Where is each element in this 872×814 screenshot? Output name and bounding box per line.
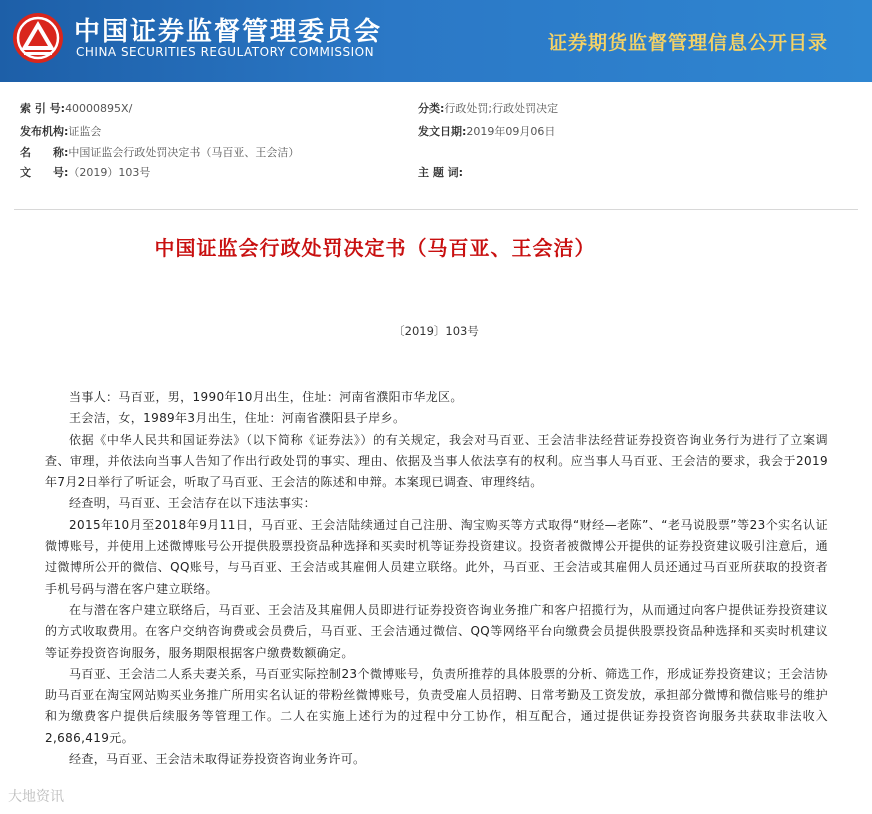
meta-docno bbox=[20, 164, 150, 180]
meta-name bbox=[20, 144, 299, 160]
meta-date-label: 发文日期: bbox=[418, 125, 467, 138]
watermark: 大地资讯 bbox=[8, 789, 64, 805]
meta-name-label: 名 称: bbox=[20, 146, 69, 159]
section-divider bbox=[14, 209, 858, 210]
meta-category-label: 分类: bbox=[418, 102, 445, 115]
body-paragraph: 当事人：马百亚，男，1990年10月出生，住址：河南省濮阳市华龙区。 bbox=[69, 390, 463, 404]
meta-index bbox=[20, 100, 132, 116]
org-name-cn: 中国证券监督管理委员会 bbox=[74, 17, 383, 47]
meta-keywords-label: 主 题 词: bbox=[418, 166, 464, 179]
body-paragraph: 经查明，马百亚、王会洁存在以下违法事实： bbox=[69, 496, 317, 511]
meta-docno-value: （2019）103号 bbox=[68, 166, 151, 179]
meta-issuer bbox=[20, 123, 101, 139]
meta-index-value: 40000895X/ bbox=[65, 102, 133, 115]
meta-name-value: 中国证监会行政处罚决定书（马百亚、王会洁） bbox=[68, 146, 300, 159]
meta-keywords bbox=[418, 164, 463, 180]
org-name-en: CHINA SECURITIES REGULATORY COMMISSION bbox=[76, 45, 375, 59]
body-paragraph: 2015年10月至2018年9月11日，马百亚、王会洁陆续通过自己注册、淘宝购买等方式取得“财经—老陈”、“老马说股票”等23个实名认证微博账号，并使用上述微博账号公开提供股票投资品种选择和买卖时机等证券投资建议。投资者被微博公开提供的证券投资建议吸引注意后，通过微博所公开的微信、QQ账号，与马百亚、王会洁或其雇佣人员建立联络。此外，马百亚、王会洁或其雇佣人员还通过马百亚所获取的投资者手机号码与潜在客户建立联络。 bbox=[45, 517, 828, 596]
meta-category bbox=[418, 100, 558, 116]
body-paragraph: 马百亚、王会洁二人系夫妻关系，马百亚实际控制23个微博账号，负责所推荐的具体股票的分析、筛选工作，形成证券投资建议；王会洁协助马百亚在淘宝网站购买业务推广所用实名认证的带粉丝微博账号，负责受雇人员招聘、日常考勤及工资发放，承担部分微博和微信账号的维护和为缴费客户提供后续服务等管理工作。二人在实施上述行为的过程中分工协作，相互配合，通过提供证券投资咨询服务共获取非法收入2,686,419元。 bbox=[45, 666, 828, 745]
csrc-logo-icon bbox=[12, 12, 64, 64]
meta-index-label: 索 引 号: bbox=[20, 102, 66, 115]
meta-docno-label: 文 号: bbox=[20, 166, 69, 179]
meta-issuer-value: 证监会 bbox=[68, 125, 102, 138]
catalog-title: 证券期货监督管理信息公开目录 bbox=[547, 32, 828, 54]
body-paragraph: 依据《中华人民共和国证券法》（以下简称《证券法》）的有关规定，我会对马百亚、王会洁非法经营证券投资咨询业务行为进行了立案调查、审理，并依法向当事人告知了作出行政处罚的事实、理由、依据及当事人依法享有的权利。应当事人马百亚、王会洁的要求，我会于2019年7月2日举行了听证会，听取了马百亚、王会洁的陈述和申辩。本案现已调查、审理终结。 bbox=[45, 432, 828, 490]
site-header bbox=[0, 0, 872, 82]
body-paragraph: 王会洁，女，1989年3月出生，住址：河南省濮阳县子岸乡。 bbox=[69, 411, 406, 426]
meta-date-value: 2019年09月06日 bbox=[466, 125, 556, 138]
document-title: 中国证监会行政处罚决定书（马百亚、王会洁） bbox=[154, 236, 596, 260]
document-body bbox=[45, 387, 828, 770]
metadata-panel bbox=[20, 92, 852, 188]
body-paragraph: 在与潜在客户建立联络后，马百亚、王会洁及其雇佣人员即进行证券投资咨询业务推广和客户招揽行为，从而通过向客户提供证券投资建议的方式收取费用。在客户交纳咨询费或会员费后，马百亚、王会洁通过微信、QQ等网络平台向缴费会员提供股票投资品种选择和买卖时机建议等证券投资咨询服务，服务期限根据客户缴费数额确定。 bbox=[45, 602, 828, 660]
meta-date bbox=[418, 123, 555, 139]
body-paragraph: 经查，马百亚、王会洁未取得证券投资咨询业务许可。 bbox=[69, 752, 366, 767]
document-number: 〔2019〕103号 bbox=[393, 324, 479, 338]
meta-issuer-label: 发布机构: bbox=[20, 125, 69, 138]
meta-category-value: 行政处罚;行政处罚决定 bbox=[444, 102, 559, 115]
